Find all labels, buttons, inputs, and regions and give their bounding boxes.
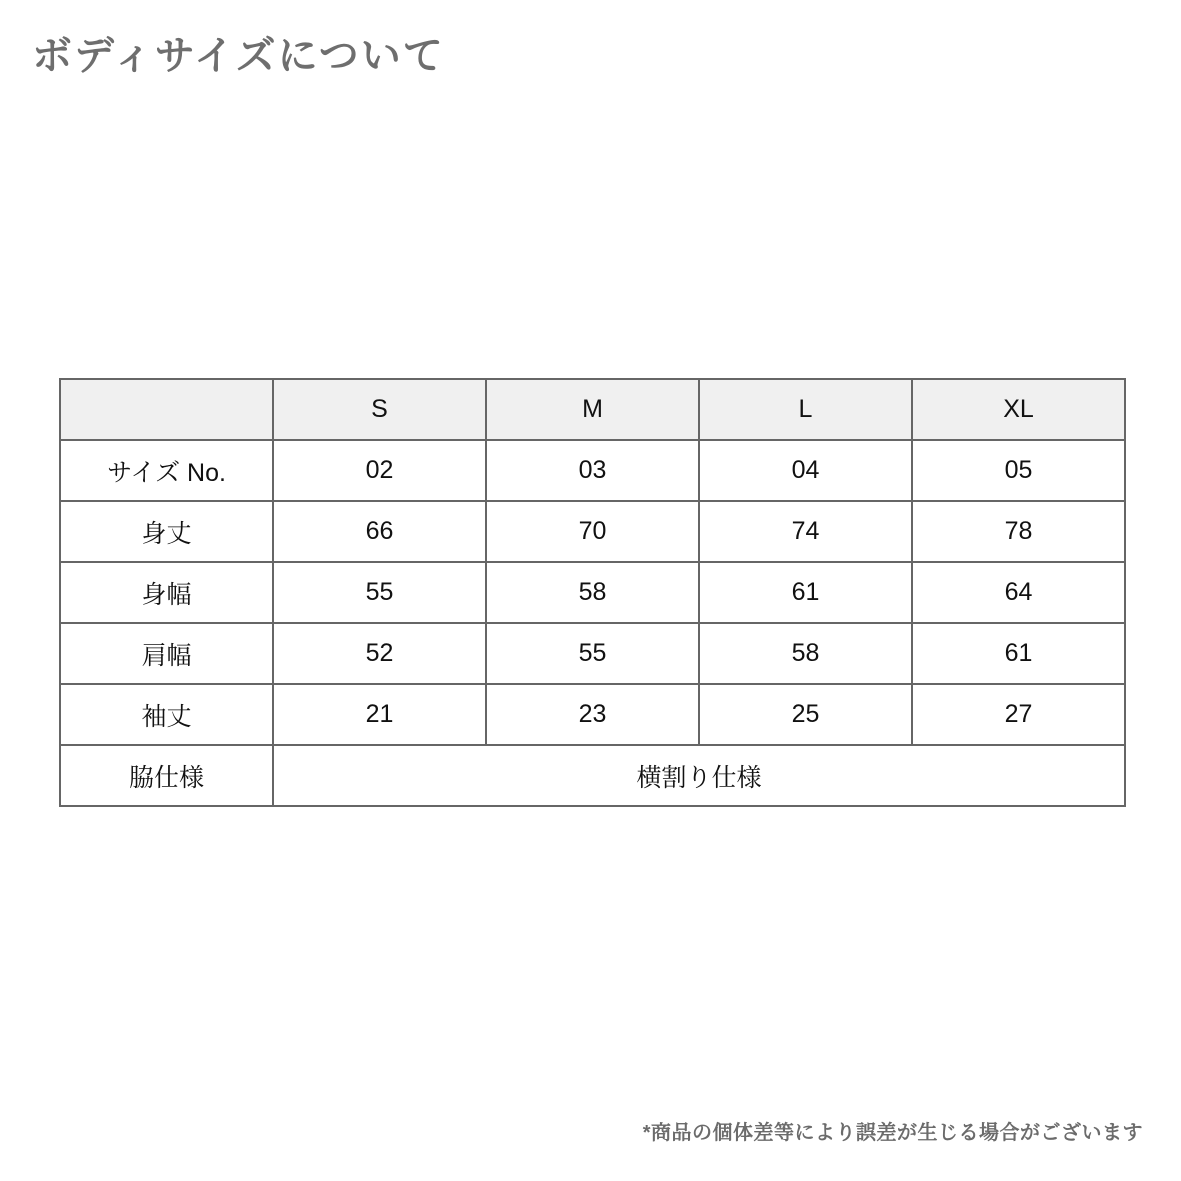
size-value-cell: 66 <box>273 501 486 562</box>
size-value-cell: 58 <box>699 623 912 684</box>
table-row-side-spec <box>60 745 1125 806</box>
header-cell-blank <box>60 379 273 440</box>
size-value-cell: 23 <box>486 684 699 745</box>
table-row-shoulder-width <box>60 623 1125 684</box>
table-row-body-width <box>60 562 1125 623</box>
row-label: 袖丈 <box>60 684 273 745</box>
size-value-cell: 64 <box>912 562 1125 623</box>
size-value-cell: 61 <box>699 562 912 623</box>
merged-value-cell: 横割り仕様 <box>273 745 1125 806</box>
size-value-cell: 52 <box>273 623 486 684</box>
size-value-cell: 78 <box>912 501 1125 562</box>
header-cell-m: M <box>486 379 699 440</box>
table-header-row <box>60 379 1125 440</box>
row-label: 身丈 <box>60 501 273 562</box>
row-label: 肩幅 <box>60 623 273 684</box>
size-value-cell: 05 <box>912 440 1125 501</box>
table-row-sleeve-length <box>60 684 1125 745</box>
header-cell-xl: XL <box>912 379 1125 440</box>
row-label: サイズ No. <box>60 440 273 501</box>
table-row-size-no <box>60 440 1125 501</box>
size-value-cell: 04 <box>699 440 912 501</box>
size-value-cell: 61 <box>912 623 1125 684</box>
row-label: 脇仕様 <box>60 745 273 806</box>
size-value-cell: 58 <box>486 562 699 623</box>
size-value-cell: 74 <box>699 501 912 562</box>
size-value-cell: 27 <box>912 684 1125 745</box>
table-row-body-length <box>60 501 1125 562</box>
size-value-cell: 55 <box>486 623 699 684</box>
size-value-cell: 55 <box>273 562 486 623</box>
row-label: 身幅 <box>60 562 273 623</box>
header-cell-l: L <box>699 379 912 440</box>
footnote: *商品の個体差等により誤差が生じる場合がございます <box>642 1122 1143 1144</box>
size-value-cell: 25 <box>699 684 912 745</box>
size-value-cell: 03 <box>486 440 699 501</box>
header-cell-s: S <box>273 379 486 440</box>
size-value-cell: 02 <box>273 440 486 501</box>
page-title: ボディサイズについて <box>32 34 445 78</box>
size-value-cell: 21 <box>273 684 486 745</box>
size-value-cell: 70 <box>486 501 699 562</box>
size-table <box>59 378 1126 807</box>
